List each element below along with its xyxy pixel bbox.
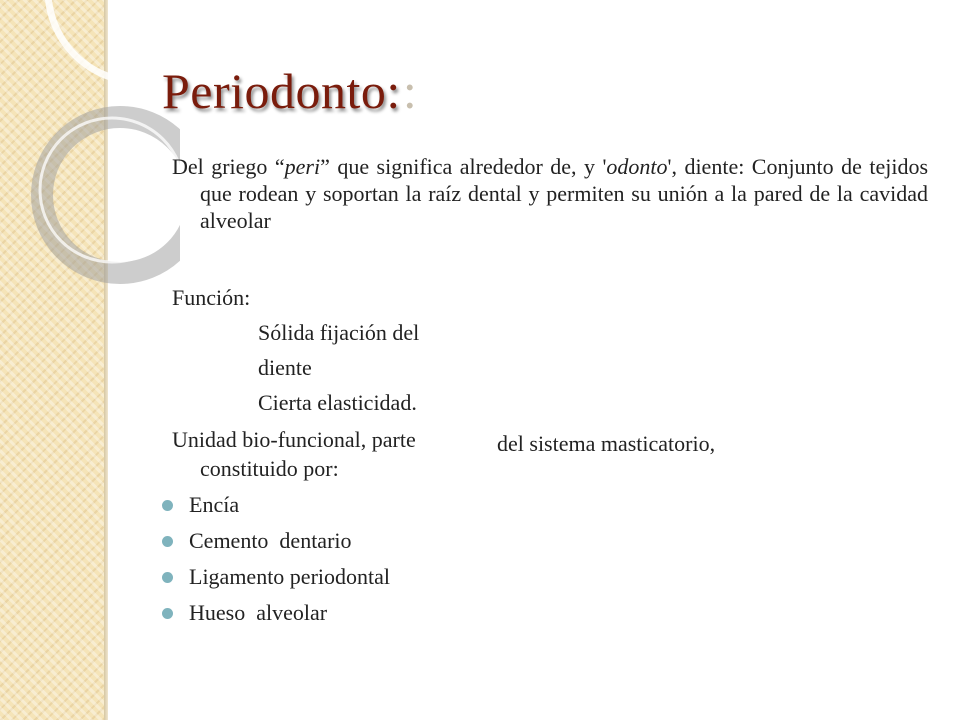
title-suffix: : — [402, 63, 418, 119]
bullet-dot-icon — [162, 608, 173, 619]
funcion-item: Cierta elasticidad. — [258, 390, 417, 415]
decorative-circles — [0, 0, 180, 320]
slide-title: Periodonto:: — [162, 63, 418, 119]
unidad-text-part3: constituido por: — [200, 456, 339, 481]
funcion-item: Sólida fijación del — [258, 320, 420, 345]
term-odonto: odonto — [606, 154, 668, 179]
list-item: Hueso alveolar — [162, 595, 390, 631]
list-item: Cemento dentario — [162, 523, 390, 559]
list-item: Encía — [162, 487, 390, 523]
component-list — [162, 487, 390, 631]
intro-paragraph: Del griego “peri” que significa alrededor de, y 'odonto', diente: Conjunto de tejidos que rodean y soportan la raíz dental y permiten su unión a la pared de la cavidad alveolar — [172, 154, 929, 233]
list-item: Ligamento periodontal — [162, 559, 390, 595]
term-peri: peri — [284, 154, 321, 179]
funcion-item: diente — [258, 355, 312, 380]
bullet-dot-icon — [162, 500, 173, 511]
unidad-text-part2: del sistema masticatorio, — [497, 431, 716, 456]
bullet-dot-icon — [162, 536, 173, 547]
funcion-label: Función: — [172, 285, 251, 310]
unidad-text-part1: Unidad bio-funcional, parte — [172, 427, 416, 452]
bullet-dot-icon — [162, 572, 173, 583]
